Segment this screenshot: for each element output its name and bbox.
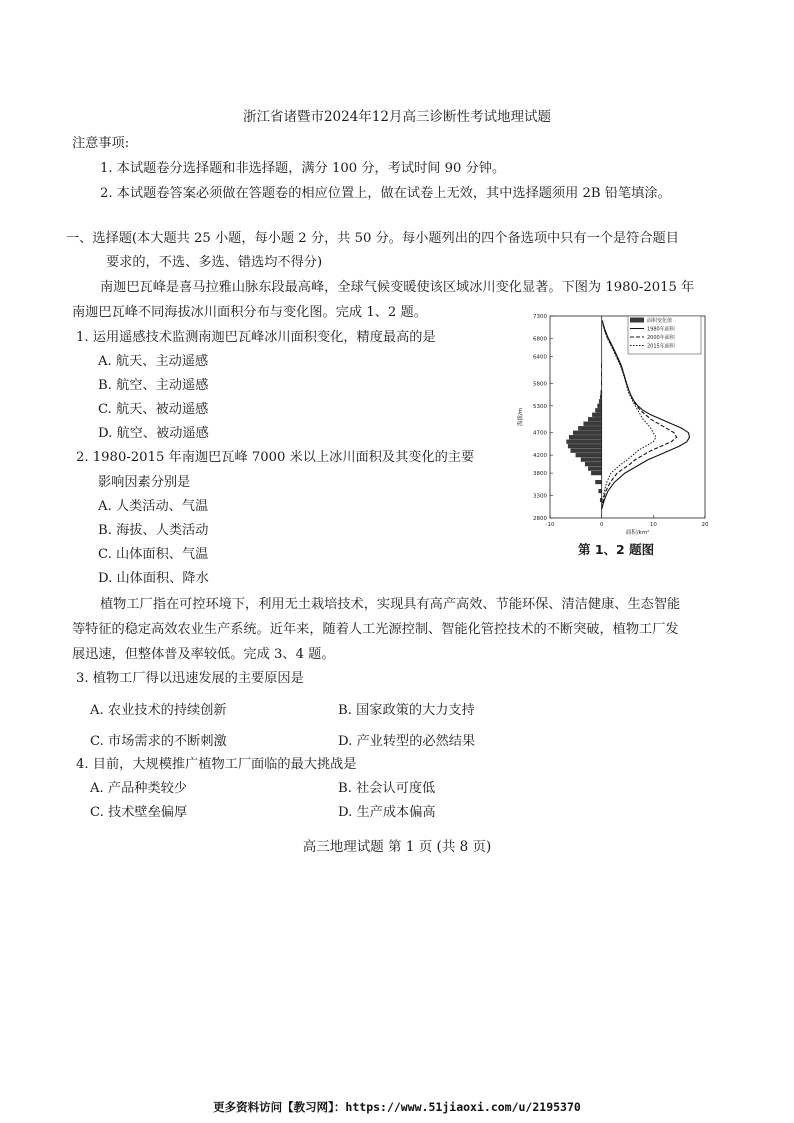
- change-bar: [595, 480, 601, 484]
- change-bar: [599, 399, 602, 403]
- question-1-option-a: A. 航天、主动遥感: [98, 354, 209, 369]
- change-bar: [601, 372, 602, 376]
- question-1-option-d: D. 航空、被动遥感: [98, 426, 209, 441]
- change-bar: [581, 458, 602, 462]
- question-2-option-c: C. 山体面积、气温: [98, 547, 209, 562]
- notice-heading: 注意事项:: [72, 136, 130, 151]
- legend-swatch-bar: [630, 318, 644, 323]
- y-tick-label: 6800: [533, 336, 547, 343]
- change-bar: [571, 449, 602, 453]
- change-bar: [599, 489, 602, 493]
- question-2-stem-cont: 影响因素分别是: [98, 475, 191, 490]
- notice-item-2: 2. 本试题卷答案必须做在答题卷的相应位置上，做在试卷上无效，其中选择题须用 2B 铅笔填涂。: [100, 186, 671, 201]
- passage-2-line-1: 植物工厂指在可控环境下，利用无土栽培技术，实现具有高产高效、节能环保、清洁健康、生态智能: [100, 597, 681, 612]
- change-bar: [573, 431, 601, 435]
- change-bar: [588, 417, 601, 421]
- figure-caption: 第 1、2 题图: [578, 542, 655, 557]
- change-bar: [584, 422, 602, 426]
- glacier-chart: [500, 308, 732, 570]
- question-4-option-c: C. 技术壁垒偏厚: [90, 805, 188, 820]
- question-2-stem: 2. 1980-2015 年南迦巴瓦峰 7000 米以上冰川面积及其变化的主要: [76, 450, 475, 465]
- passage-1-line-1: 南迦巴瓦峰是喜马拉雅山脉东段最高峰，全球气候变暖使该区域冰川变化显著。下图为 1980-2015 年: [100, 280, 695, 295]
- change-bar: [576, 453, 602, 457]
- change-bar: [588, 467, 601, 471]
- question-3-option-b: B. 国家政策的大力支持: [338, 703, 475, 718]
- question-3-option-d: D. 产业转型的必然结果: [338, 734, 476, 749]
- passage-1-line-2: 南迦巴瓦峰不同海拔冰川面积分布与变化图。完成 1、2 题。: [72, 305, 427, 320]
- change-bar: [568, 444, 602, 448]
- passage-2-line-2: 等特征的稳定高效农业生产系统。近年来，随着人工光源控制、智能化管控技术的不断突破，植物工厂发: [72, 622, 679, 637]
- question-1-option-b: B. 航空、主动遥感: [98, 378, 209, 393]
- question-2-option-a: A. 人类活动、气温: [98, 499, 209, 514]
- change-bar: [600, 395, 602, 399]
- question-2-option-d: D. 山体面积、降水: [98, 571, 209, 586]
- x-tick-label: 10: [649, 522, 657, 528]
- y-tick-label: 4700: [533, 430, 547, 437]
- change-bar: [585, 462, 602, 466]
- change-bar: [592, 413, 601, 417]
- y-tick-label: 3800: [533, 471, 547, 478]
- y-tick-label: 4200: [533, 453, 547, 460]
- page-footer: 高三地理试题 第 1 页 (共 8 页): [302, 839, 492, 855]
- change-bar: [600, 498, 602, 502]
- change-bar: [567, 440, 602, 444]
- question-4-option-d: D. 生产成本偏高: [338, 805, 436, 820]
- x-axis-label: 面积/km²: [625, 530, 650, 536]
- question-4-stem: 4. 目前，大规模推广植物工厂面临的最大挑战是: [76, 757, 357, 772]
- y-tick-label: 3300: [533, 493, 547, 500]
- change-bar: [601, 390, 602, 394]
- question-4-option-a: A. 产品种类较少: [90, 781, 188, 796]
- question-3-option-c: C. 市场需求的不断刺激: [90, 734, 227, 749]
- glacier-chart-svg: [500, 308, 732, 570]
- x-tick-label: -10: [545, 522, 555, 528]
- y-tick-label: 2800: [533, 516, 547, 522]
- question-1-option-c: C. 航天、被动遥感: [98, 402, 209, 417]
- change-bar: [569, 435, 602, 439]
- y-tick-label: 5800: [533, 381, 547, 388]
- resource-link[interactable]: 更多资料访问【教习网】：https://www.51jiaoxi.com/u/2195370: [213, 1100, 581, 1114]
- question-3-stem: 3. 植物工厂得以迅速发展的主要原因是: [76, 671, 304, 686]
- legend-label: 2000年面积: [647, 335, 675, 341]
- legend-label: 1980年面积: [647, 326, 675, 333]
- y-tick-label: 5300: [533, 403, 547, 410]
- question-2-option-b: B. 海拔、人类活动: [98, 523, 209, 538]
- question-1-stem: 1. 运用遥感技术监测南迦巴瓦峰冰川面积变化，精度最高的是: [76, 330, 436, 345]
- y-tick-label: 7300: [533, 314, 547, 320]
- change-bar: [601, 381, 602, 385]
- x-tick-label: 20: [701, 522, 709, 528]
- y-tick-label: 6400: [533, 354, 547, 361]
- change-bar: [601, 363, 602, 367]
- passage-2-line-3: 展迅速，但整体普及率较低。完成 3、4 题。: [72, 647, 335, 662]
- change-bar: [591, 471, 601, 475]
- x-tick-label: 0: [599, 522, 604, 528]
- section-heading-cont: 要求的，不选、多选、错选均不得分): [106, 255, 323, 270]
- question-3-option-a: A. 农业技术的持续创新: [90, 703, 227, 718]
- y-axis-label: 海拔/m: [518, 407, 524, 427]
- legend-label: 面积变化值: [647, 318, 673, 324]
- notice-item-1: 1. 本试题卷分选择题和非选择题，满分 100 分，考试时间 90 分钟。: [100, 161, 506, 176]
- change-bar: [578, 426, 601, 430]
- exam-title: 浙江省诸暨市2024年12月高三诊断性考试地理试题: [242, 109, 552, 125]
- change-bar: [598, 404, 602, 408]
- section-heading: 一、选择题(本大题共 25 小题，每小题 2 分，共 50 分。每小题列出的四个备选项中只有一个是符合题目: [66, 231, 679, 246]
- change-bar: [595, 408, 601, 412]
- legend-label: 2015年面积: [647, 343, 675, 350]
- question-4-option-b: B. 社会认可度低: [338, 781, 436, 796]
